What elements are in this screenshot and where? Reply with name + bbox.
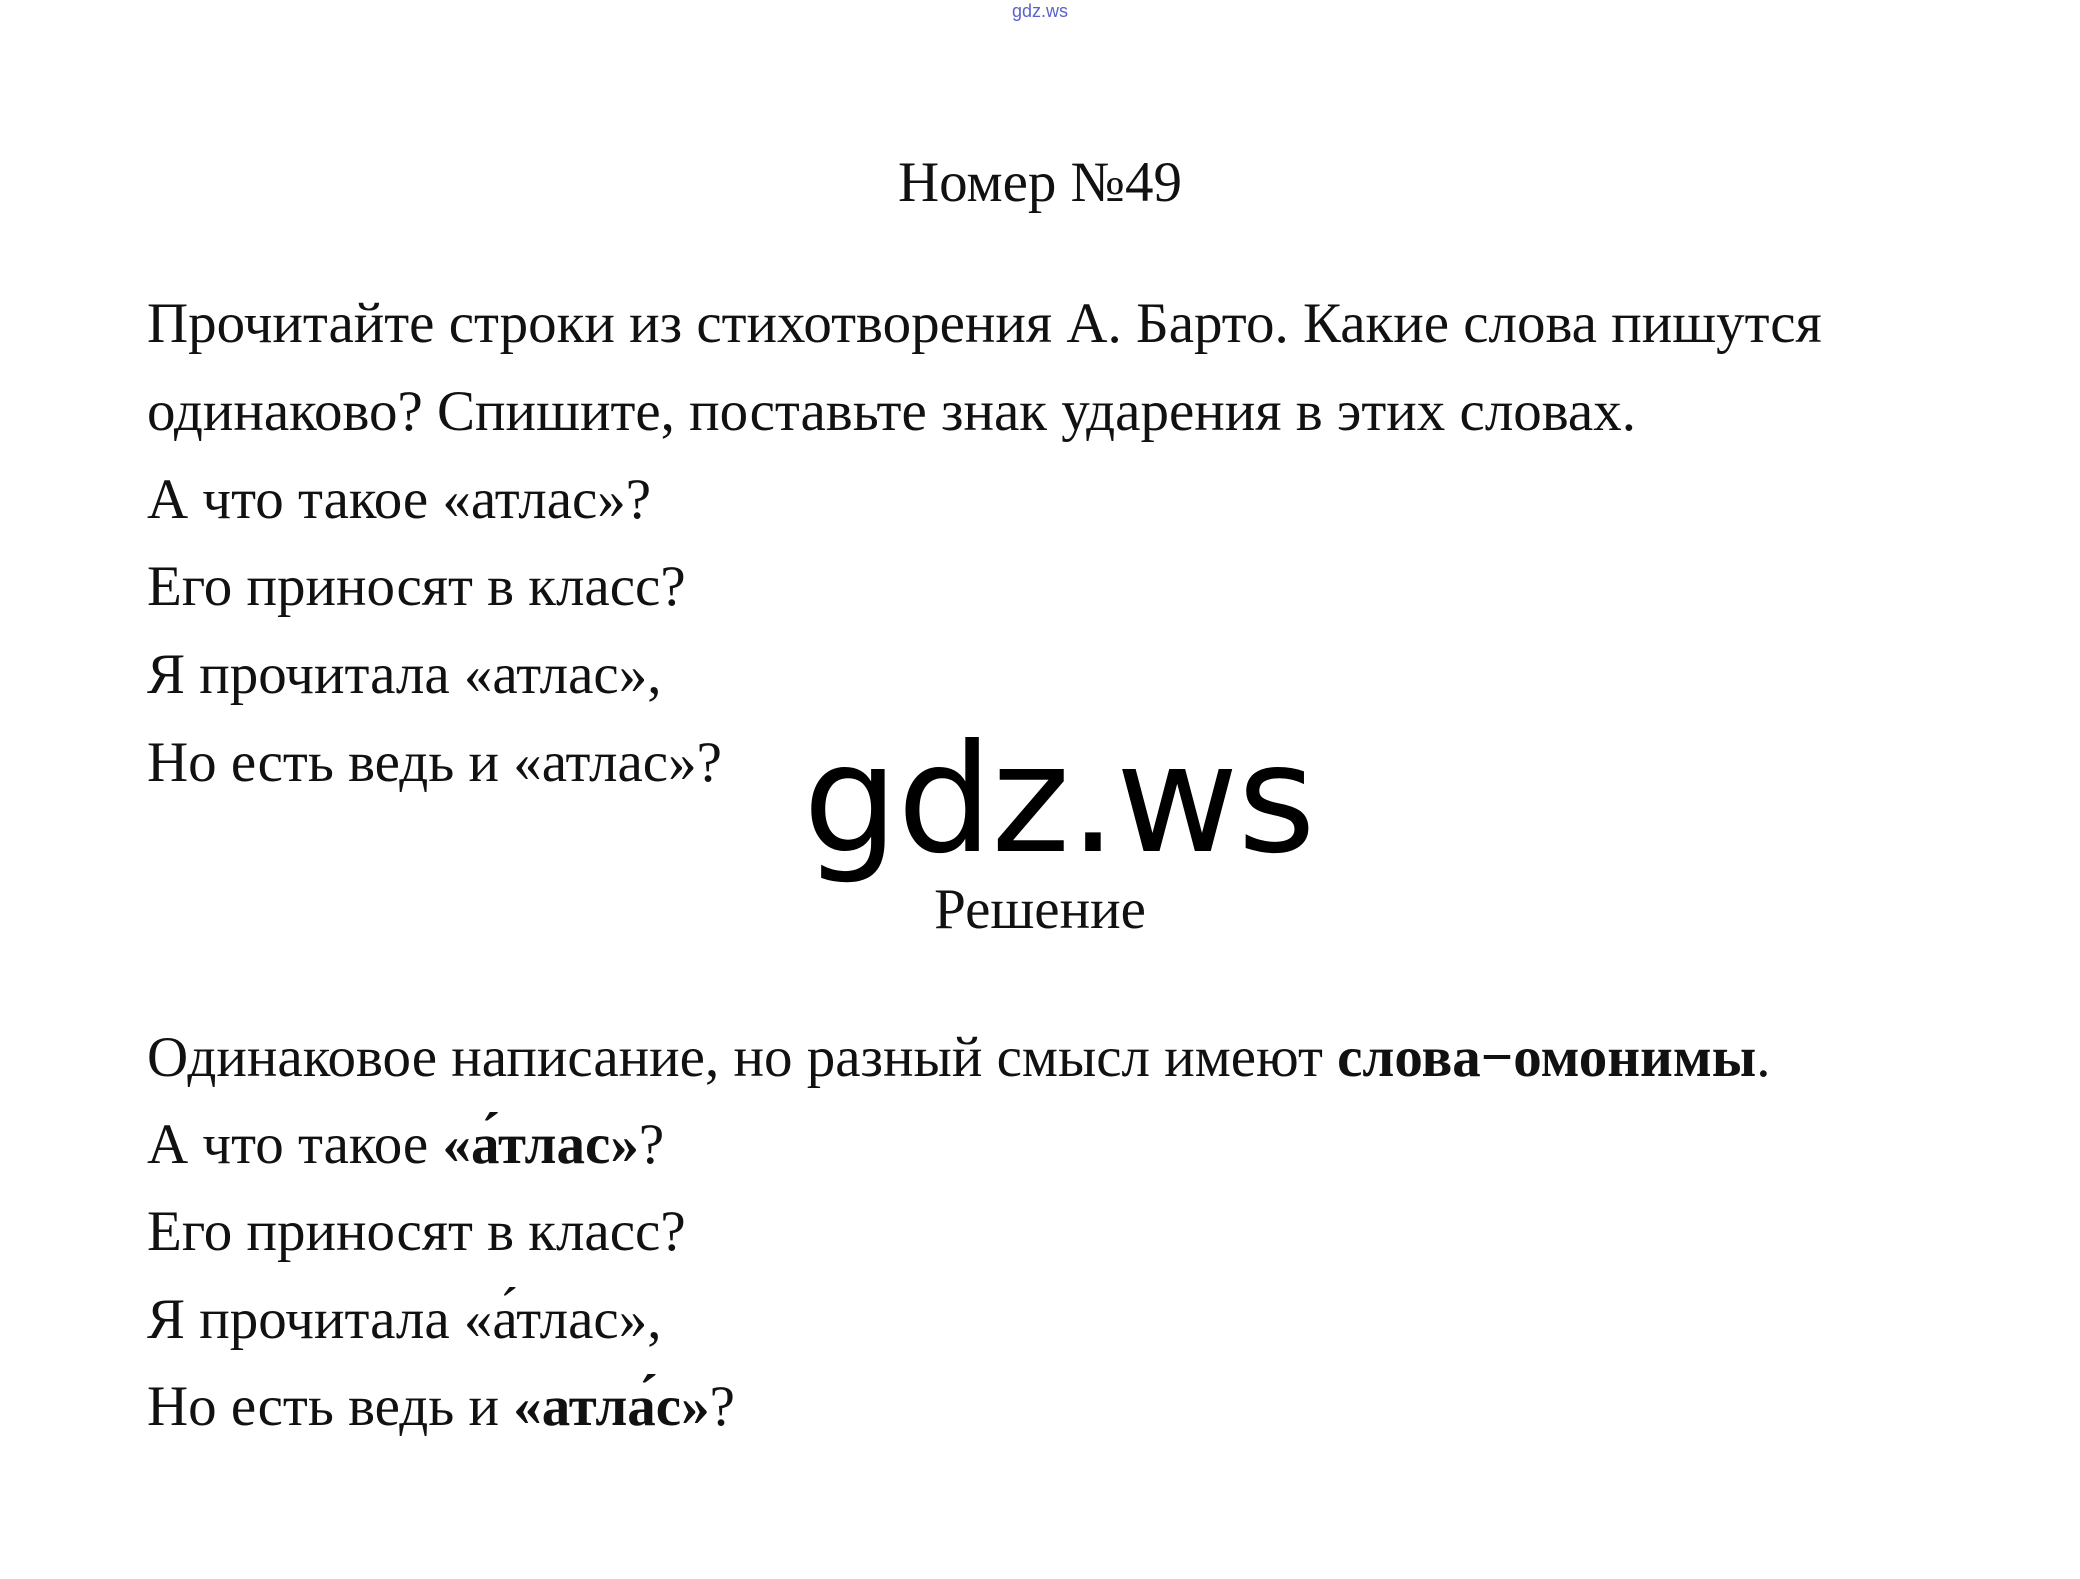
solution-heading: Решение — [934, 878, 1146, 941]
solution-text: ? — [638, 1113, 665, 1176]
poem-line: Я прочитала «атлас», — [147, 643, 662, 706]
poem-line: А что такое «атлас»? — [147, 468, 652, 531]
site-mark: gdz.ws — [1011, 1, 1069, 21]
task-heading: Номер №49 — [897, 151, 1183, 214]
solution-text: Но есть ведь и — [147, 1375, 514, 1438]
solution-text: ? — [709, 1375, 735, 1438]
poem-line: Его приносят в класс? — [147, 555, 686, 618]
task-line: одинаково? Спишите, поставьте знак ударения в этих словах. — [147, 380, 1636, 443]
solution-line: Я прочитала «а́тлас», — [147, 1288, 662, 1351]
poem-line: Но есть ведь и «атлас»? — [147, 731, 722, 794]
task-line: Прочитайте строки из стихотворения А. Барто. Какие слова пишутся — [147, 292, 1822, 355]
solution-text: А что такое — [147, 1113, 443, 1176]
solution-bold-word: «а́тлас» — [442, 1113, 639, 1176]
solution-line — [147, 1374, 735, 1440]
solution-line — [147, 1112, 664, 1178]
solution-line: Его приносят в класс? — [147, 1200, 686, 1263]
solution-line — [147, 1025, 1770, 1091]
solution-text: Одинаковое написание, но разный смысл имеют — [147, 1026, 1338, 1089]
solution-bold-term: слова−омонимы — [1337, 1026, 1757, 1089]
solution-text: . — [1756, 1026, 1771, 1089]
watermark-logo: gdz.ws — [803, 713, 1315, 887]
solution-bold-word: «атла́с» — [513, 1375, 710, 1438]
